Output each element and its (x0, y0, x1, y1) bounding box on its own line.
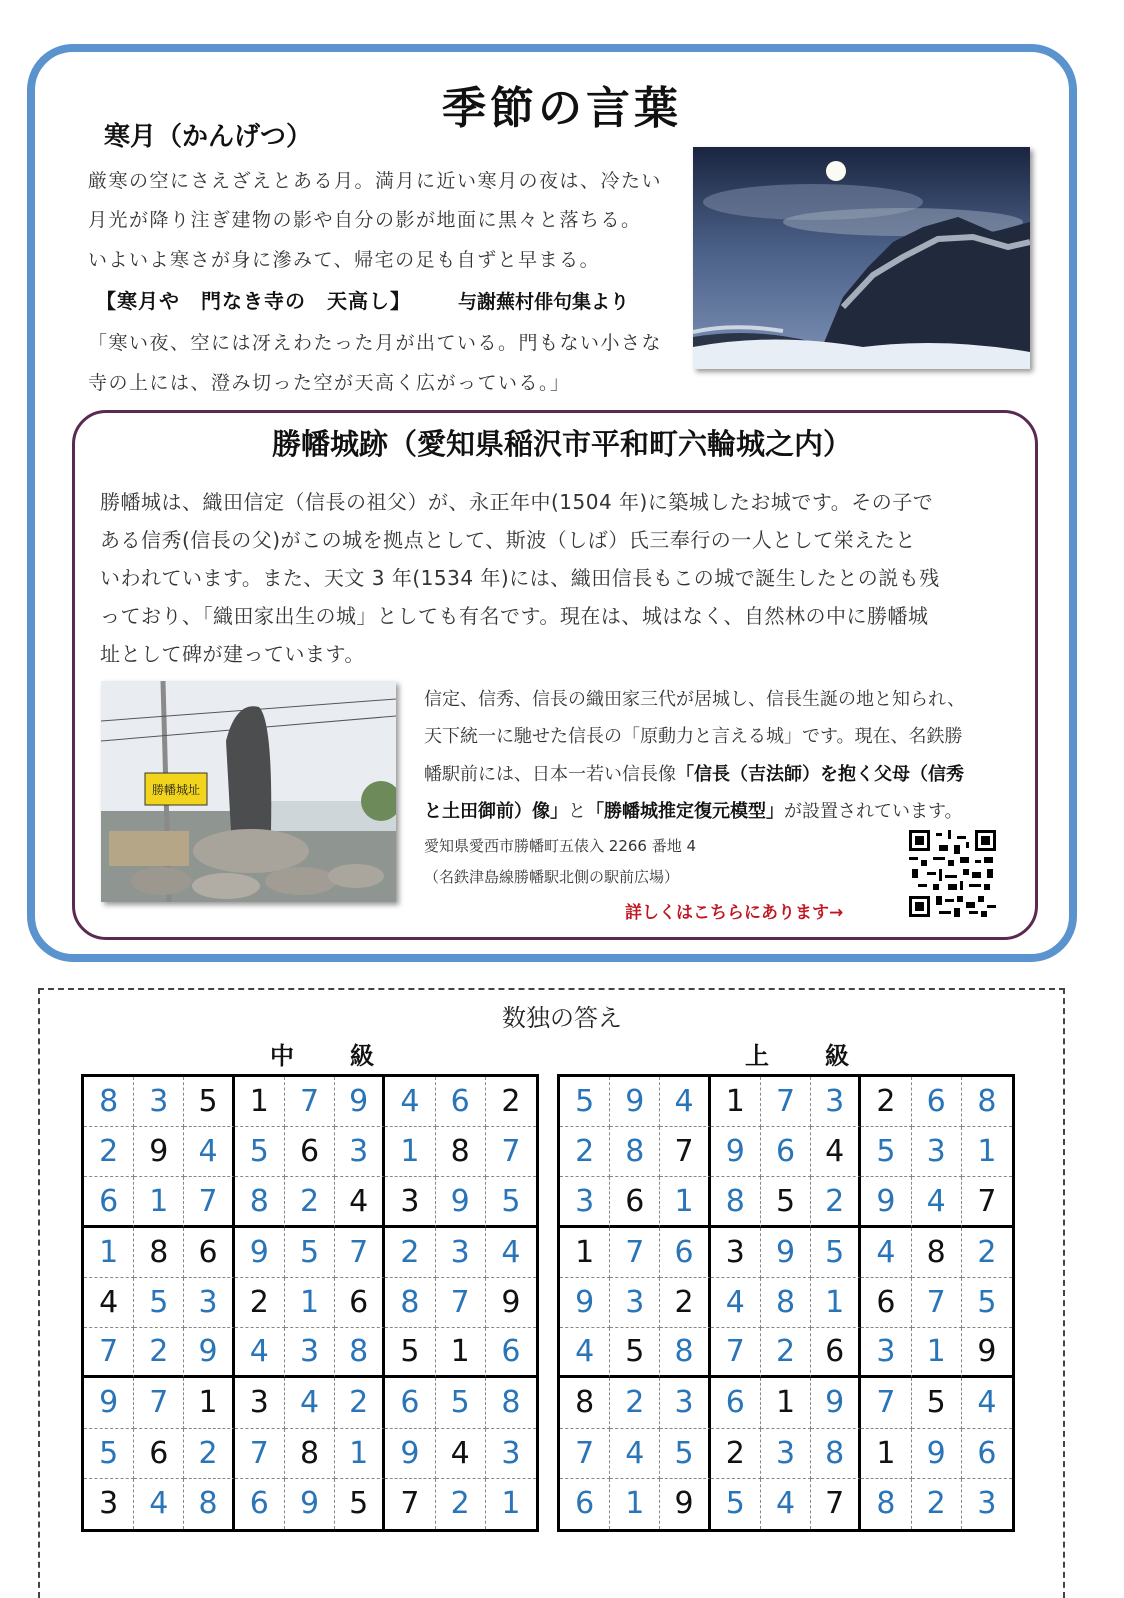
sudoku-cell: 3 (184, 1278, 234, 1328)
sudoku-cell: 7 (235, 1429, 285, 1479)
haiku: 【寒月や 門なき寺の 天高し】 (96, 289, 411, 313)
castle-monument-photo (101, 681, 396, 902)
sudoku-cell: 6 (486, 1328, 536, 1378)
sudoku-cell: 8 (84, 1077, 134, 1127)
sudoku-cell: 9 (134, 1127, 184, 1177)
sudoku-cell: 7 (184, 1177, 234, 1227)
sudoku-cell: 1 (761, 1378, 811, 1428)
sudoku-cell: 8 (761, 1278, 811, 1328)
sudoku-cell: 6 (235, 1479, 285, 1529)
season-text-line: 厳寒の空にさえざえとある月。満月に近い寒月の夜は、冷たい (88, 170, 663, 192)
sudoku-cell: 5 (184, 1077, 234, 1127)
sudoku-cell: 8 (560, 1378, 610, 1428)
sudoku-cell: 7 (861, 1378, 911, 1428)
castle-title: 勝幡城跡（愛知県稲沢市平和町六輪城之内） (271, 427, 852, 461)
sudoku-cell: 5 (560, 1077, 610, 1127)
sudoku-grid-advanced (557, 1074, 1015, 1532)
sudoku-cell: 7 (660, 1127, 710, 1177)
sudoku-cell: 6 (285, 1127, 335, 1177)
sudoku-cell: 9 (861, 1177, 911, 1227)
sudoku-cell: 9 (436, 1177, 486, 1227)
sudoku-cell: 1 (861, 1429, 911, 1479)
sudoku-cell: 4 (761, 1479, 811, 1529)
sudoku-cell: 9 (335, 1077, 385, 1127)
sudoku-cell: 7 (912, 1278, 962, 1328)
sudoku-cell: 5 (285, 1228, 335, 1278)
castle-text-line: いわれています。また、天文 3 年(1534 年)には、織田信長もこの城で誕生したとの説も残 (100, 566, 940, 590)
sudoku-cell: 8 (385, 1278, 435, 1328)
sudoku-cell: 7 (335, 1228, 385, 1278)
sudoku-cell: 9 (962, 1328, 1012, 1378)
sudoku-cell: 9 (235, 1228, 285, 1278)
sudoku-cell: 5 (912, 1378, 962, 1428)
sudoku-cell: 2 (660, 1278, 710, 1328)
page-title: 季節の言葉 (442, 83, 682, 134)
sudoku-cell: 1 (84, 1228, 134, 1278)
sudoku-cell: 1 (501, 1486, 521, 1522)
sudoku-cell: 5 (335, 1479, 385, 1529)
sudoku-cell: 9 (560, 1278, 610, 1328)
sudoku-cell: 2 (134, 1328, 184, 1378)
sudoku-cell: 2 (436, 1479, 486, 1529)
sudoku-cell: 9 (912, 1429, 962, 1479)
castle-desc-bold: 「信長（吉法師）を抱く父母（信秀 (676, 764, 964, 785)
sudoku-cell: 2 (285, 1177, 335, 1227)
sudoku-cell: 8 (811, 1429, 861, 1479)
sudoku-cell: 8 (235, 1177, 285, 1227)
sudoku-cell: 5 (84, 1429, 134, 1479)
sudoku-cell: 7 (385, 1479, 435, 1529)
sudoku-cell: 5 (660, 1429, 710, 1479)
sudoku-cell: 5 (761, 1177, 811, 1227)
sudoku-cell: 5 (861, 1127, 911, 1177)
sudoku-cell: 4 (486, 1228, 536, 1278)
sudoku-cell: 3 (385, 1177, 435, 1227)
sudoku-cell: 3 (610, 1278, 660, 1328)
haiku-source: 与謝蕪村俳句集より (458, 291, 630, 313)
castle-desc-line: 信定、信秀、信長の織田家三代が居城し、信長生誕の地と知られ、 (424, 689, 966, 710)
sudoku-cell: 1 (235, 1077, 285, 1127)
details-link[interactable]: 詳しくはこちらにあります→ (625, 903, 844, 923)
sudoku-cell: 5 (610, 1328, 660, 1378)
castle-text-line: っており、「織田家出生の城」としても有名です。現在は、城はなく、自然林の中に勝幡城 (100, 604, 929, 628)
sudoku-cell: 9 (184, 1328, 234, 1378)
sudoku-cell: 3 (912, 1127, 962, 1177)
sudoku-cell: 4 (711, 1278, 761, 1328)
season-text-line: 月光が降り注ぎ建物の影や自分の影が地面に黒々と落ちる。 (88, 209, 642, 231)
sudoku-cell: 7 (711, 1328, 761, 1378)
intermediate-label: 中 級 (270, 1042, 390, 1070)
sudoku-cell: 9 (660, 1479, 710, 1529)
castle-desc-bold: と土田御前）像」 (424, 801, 568, 822)
sudoku-cell: 1 (285, 1278, 335, 1328)
advanced-label: 上 級 (745, 1042, 865, 1070)
haiku-meaning-line: 「寒い夜、空には冴えわたった月が出ている。門もない小さな (88, 332, 663, 354)
castle-text-line: 勝幡城は、織田信定（信長の祖父）が、永正年中(1504 年)に築城したお城です。その子で (100, 490, 934, 514)
sudoku-cell: 4 (84, 1278, 134, 1328)
sudoku-cell: 7 (761, 1077, 811, 1127)
sudoku-cell: 8 (285, 1429, 335, 1479)
sudoku-cell: 5 (962, 1278, 1012, 1328)
sudoku-cell: 6 (84, 1177, 134, 1227)
sudoku-cell: 6 (184, 1228, 234, 1278)
castle-desc-text: が設置されています。 (784, 801, 963, 822)
sudoku-cell: 8 (184, 1479, 234, 1529)
sudoku-cell: 5 (134, 1278, 184, 1328)
sudoku-cell: 5 (811, 1228, 861, 1278)
sudoku-cell: 8 (861, 1479, 911, 1529)
sudoku-cell: 9 (385, 1429, 435, 1479)
sudoku-cell: 3 (235, 1378, 285, 1428)
sudoku-cell: 8 (711, 1177, 761, 1227)
sudoku-cell: 3 (285, 1328, 335, 1378)
sudoku-cell: 1 (134, 1177, 184, 1227)
sudoku-cell: 6 (385, 1378, 435, 1428)
sudoku-cell: 6 (711, 1378, 761, 1428)
sudoku-cell: 1 (560, 1228, 610, 1278)
sudoku-cell: 2 (184, 1429, 234, 1479)
sudoku-cell: 4 (560, 1328, 610, 1378)
castle-desc-text: 幡駅前には、日本一若い信長像 (424, 764, 676, 785)
sudoku-cell: 2 (610, 1378, 660, 1428)
sudoku-cell: 6 (962, 1429, 1012, 1479)
castle-desc-line: 天下統一に馳せた信長の「原動力と言える城」です。現在、名鉄勝 (424, 726, 963, 747)
sudoku-cell: 4 (235, 1328, 285, 1378)
sudoku-cell: 2 (560, 1127, 610, 1177)
castle-desc-line (424, 797, 963, 823)
sudoku-cell: 6 (861, 1278, 911, 1328)
sudoku-cell: 2 (235, 1278, 285, 1328)
sudoku-cell: 3 (560, 1177, 610, 1227)
sudoku-cell: 1 (660, 1177, 710, 1227)
sudoku-cell: 5 (385, 1328, 435, 1378)
season-heading: 寒月（かんげつ） (104, 122, 313, 152)
sudoku-cell: 4 (660, 1077, 710, 1127)
sudoku-cell: 5 (235, 1127, 285, 1177)
sudoku-cell: 7 (610, 1228, 660, 1278)
sudoku-cell: 6 (436, 1077, 486, 1127)
sudoku-cell: 8 (436, 1127, 486, 1177)
sudoku-cell: 9 (761, 1228, 811, 1278)
sudoku-cell: 3 (977, 1486, 997, 1522)
sudoku-cell: 2 (335, 1378, 385, 1428)
sudoku-cell: 7 (962, 1177, 1012, 1227)
sudoku-cell: 2 (962, 1228, 1012, 1278)
sudoku-cell: 8 (486, 1378, 536, 1428)
sudoku-cell: 3 (134, 1077, 184, 1127)
sudoku-cell: 4 (610, 1429, 660, 1479)
castle-desc-text: と (568, 801, 586, 822)
sudoku-cell: 5 (486, 1177, 536, 1227)
sudoku-cell: 3 (335, 1127, 385, 1177)
sudoku-cell: 8 (962, 1077, 1012, 1127)
monument-illustration (101, 681, 396, 902)
sudoku-cell: 2 (385, 1228, 435, 1278)
sudoku-cell: 5 (711, 1479, 761, 1529)
sudoku-cell: 6 (912, 1077, 962, 1127)
sudoku-cell: 3 (811, 1077, 861, 1127)
sudoku-cell: 3 (84, 1479, 134, 1529)
sudoku-cell: 9 (84, 1378, 134, 1428)
sudoku-cell: 2 (761, 1328, 811, 1378)
sudoku-cell: 6 (761, 1127, 811, 1177)
sudoku-cell: 6 (560, 1479, 610, 1529)
sudoku-cell: 7 (285, 1077, 335, 1127)
qr-code-icon[interactable] (909, 830, 996, 917)
sudoku-cell: 8 (335, 1328, 385, 1378)
sudoku-cell: 6 (811, 1328, 861, 1378)
sudoku-cell: 1 (436, 1328, 486, 1378)
sudoku-cell: 2 (486, 1077, 536, 1127)
sudoku-cell: 8 (610, 1127, 660, 1177)
sudoku-cell: 2 (811, 1177, 861, 1227)
haiku-meaning-line: 寺の上には、澄み切った空が天高く広がっている。」 (88, 372, 571, 394)
sign-text: 勝幡城址 (151, 783, 201, 797)
winter-moon-photo (693, 147, 1030, 369)
sudoku-cell: 4 (811, 1127, 861, 1177)
sudoku-cell: 4 (184, 1127, 234, 1177)
sudoku-cell: 5 (436, 1378, 486, 1428)
season-text-line: いよいよ寒さが身に滲みて、帰宅の足も自ずと早まる。 (88, 249, 601, 271)
sudoku-cell: 1 (711, 1077, 761, 1127)
sudoku-cell: 1 (912, 1328, 962, 1378)
sudoku-cell: 1 (385, 1127, 435, 1177)
sudoku-cell: 6 (134, 1429, 184, 1479)
sudoku-cell: 4 (385, 1077, 435, 1127)
sudoku-cell: 1 (335, 1429, 385, 1479)
sudoku-cell: 2 (84, 1127, 134, 1177)
sudoku-cell: 4 (912, 1177, 962, 1227)
sudoku-cell: 4 (134, 1479, 184, 1529)
sudoku-title: 数独の答え (502, 1004, 622, 1032)
sudoku-cell: 9 (711, 1127, 761, 1177)
sudoku-cell: 4 (436, 1429, 486, 1479)
sudoku-cell: 9 (486, 1278, 536, 1328)
sudoku-cell: 7 (134, 1378, 184, 1428)
sudoku-cell: 6 (610, 1177, 660, 1227)
sudoku-cell: 3 (436, 1228, 486, 1278)
castle-desc-bold: 「勝幡城推定復元模型」 (586, 801, 784, 822)
castle-text-line: ある信秀(信長の父)がこの城を拠点として、斯波（しば）氏三奉行の一人として栄えたと (100, 528, 916, 552)
sudoku-cell: 7 (84, 1328, 134, 1378)
sudoku-cell: 7 (560, 1429, 610, 1479)
sudoku-cell: 9 (285, 1479, 335, 1529)
castle-address: 愛知県愛西市勝幡町五俵入 2266 番地 4 (424, 837, 697, 855)
castle-text-line: 址として碑が建っています。 (100, 642, 365, 666)
sudoku-cell: 6 (335, 1278, 385, 1328)
sudoku-cell: 8 (660, 1328, 710, 1378)
sudoku-cell: 3 (761, 1429, 811, 1479)
sudoku-cell: 4 (335, 1177, 385, 1227)
sudoku-cell: 4 (861, 1228, 911, 1278)
sudoku-cell: 3 (660, 1378, 710, 1428)
sudoku-cell: 8 (134, 1228, 184, 1278)
sudoku-cell: 2 (912, 1479, 962, 1529)
sudoku-cell: 1 (184, 1378, 234, 1428)
sudoku-cell: 3 (861, 1328, 911, 1378)
sudoku-cell: 1 (811, 1278, 861, 1328)
sudoku-cell: 1 (962, 1127, 1012, 1177)
sudoku-cell: 2 (861, 1077, 911, 1127)
sudoku-cell: 7 (436, 1278, 486, 1328)
castle-address-note: （名鉄津島線勝幡駅北側の駅前広場） (424, 868, 680, 886)
sudoku-cell: 1 (610, 1479, 660, 1529)
sudoku-cell: 7 (811, 1479, 861, 1529)
sudoku-cell: 9 (811, 1378, 861, 1428)
sudoku-cell: 4 (962, 1378, 1012, 1428)
sudoku-cell: 7 (486, 1127, 536, 1177)
sudoku-cell: 6 (660, 1228, 710, 1278)
sudoku-cell: 3 (711, 1228, 761, 1278)
sudoku-cell: 3 (486, 1429, 536, 1479)
sudoku-cell: 9 (610, 1077, 660, 1127)
castle-desc-line (424, 760, 964, 786)
sudoku-cell: 4 (285, 1378, 335, 1428)
sudoku-grid-intermediate (81, 1074, 539, 1532)
sudoku-cell: 2 (711, 1429, 761, 1479)
winter-moon-illustration (693, 147, 1030, 369)
sudoku-cell: 8 (912, 1228, 962, 1278)
